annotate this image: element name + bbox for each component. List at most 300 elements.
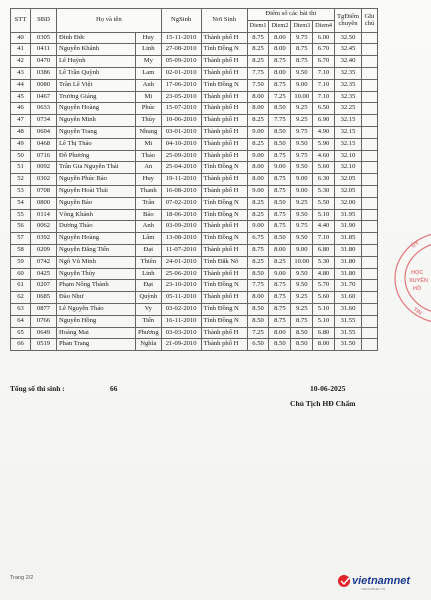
cell-dob: 02-01-2010	[161, 67, 201, 79]
cell-diem4: 5.30	[313, 185, 335, 197]
cell-first-name: Vy	[136, 303, 162, 315]
table-row	[11, 103, 378, 115]
cell-first-name: Linh	[136, 268, 162, 280]
cell-place: Thành phố H	[201, 244, 247, 256]
cell-place: Thành phố H	[201, 174, 247, 186]
cell-last-middle-name: Lê Thị Thảo	[57, 138, 136, 150]
cell-diem3: 10.00	[291, 256, 313, 268]
cell-diem1: 8.75	[247, 244, 269, 256]
cell-diem2: 8.50	[269, 339, 291, 351]
cell-total: 31.60	[335, 303, 362, 315]
header-diem1: Diem1	[247, 20, 269, 32]
cell-note	[361, 67, 377, 79]
cell-diem3: 9.50	[291, 268, 313, 280]
cell-diem1: 8.00	[247, 292, 269, 304]
svg-text:vietnamnet: vietnamnet	[352, 575, 411, 587]
total-label: Tổng số thí sinh :	[10, 384, 65, 393]
cell-place: Thành phố H	[201, 221, 247, 233]
svg-text:HỌC: HỌC	[411, 270, 424, 276]
cell-place: Thành phố H	[201, 91, 247, 103]
table-header	[11, 9, 378, 33]
cell-diem2: 8.00	[269, 327, 291, 339]
cell-diem1: 9.00	[247, 185, 269, 197]
cell-diem1: 8.25	[247, 197, 269, 209]
total-candidates	[10, 384, 118, 393]
cell-diem1: 8.25	[247, 256, 269, 268]
cell-diem3: 9.25	[291, 292, 313, 304]
cell-last-middle-name: Nguyễn Trang	[57, 126, 136, 138]
cell-dob: 25-04-2010	[161, 162, 201, 174]
table-body	[11, 32, 378, 351]
cell-sbd: 0649	[31, 327, 57, 339]
cell-total: 32.50	[335, 32, 362, 44]
cell-place: Tỉnh Đồng N	[201, 197, 247, 209]
total-count: 66	[110, 384, 118, 393]
cell-note	[361, 268, 377, 280]
cell-dob: 25-06-2010	[161, 268, 201, 280]
cell-diem1: 9.00	[247, 221, 269, 233]
cell-diem1: 8.00	[247, 174, 269, 186]
cell-dob: 05-09-2010	[161, 56, 201, 68]
cell-last-middle-name: Phan Trang	[57, 339, 136, 351]
table-row	[11, 197, 378, 209]
cell-first-name: Lam	[136, 67, 162, 79]
cell-first-name: An	[136, 162, 162, 174]
cell-diem1: 8.25	[247, 209, 269, 221]
cell-first-name: Anh	[136, 221, 162, 233]
cell-diem4: 5.10	[313, 315, 335, 327]
cell-diem4: 5.10	[313, 303, 335, 315]
cell-stt: 58	[11, 244, 31, 256]
cell-note	[361, 32, 377, 44]
cell-diem2: 8.00	[269, 44, 291, 56]
official-stamp	[387, 230, 431, 326]
cell-dob: 15-07-2010	[161, 103, 201, 115]
cell-diem3: 9.00	[291, 79, 313, 91]
cell-diem2: 9.00	[269, 268, 291, 280]
cell-diem2: 8.75	[269, 292, 291, 304]
cell-last-middle-name: Ngô Vũ Minh	[57, 256, 136, 268]
table-row	[11, 115, 378, 127]
cell-first-name: Phương	[136, 327, 162, 339]
cell-diem4: 6.50	[313, 103, 335, 115]
cell-total: 32.15	[335, 138, 362, 150]
cell-last-middle-name: Đinh Đức	[57, 32, 136, 44]
cell-stt: 54	[11, 197, 31, 209]
cell-stt: 40	[11, 32, 31, 44]
cell-first-name: Bảo	[136, 209, 162, 221]
cell-total: 31.50	[335, 339, 362, 351]
cell-sbd: 0392	[31, 233, 57, 245]
table-row	[11, 185, 378, 197]
cell-last-middle-name: Hoàng Mai	[57, 327, 136, 339]
cell-diem2: 8.75	[269, 150, 291, 162]
cell-last-middle-name: Trần Gia Nguyễn Thái	[57, 162, 136, 174]
cell-total: 31.80	[335, 256, 362, 268]
table-row	[11, 91, 378, 103]
cell-dob: 15-11-2010	[161, 32, 201, 44]
cell-place: Thành phố H	[201, 115, 247, 127]
cell-diem3: 9.75	[291, 32, 313, 44]
table-row	[11, 221, 378, 233]
table-row	[11, 280, 378, 292]
cell-diem3: 9.25	[291, 303, 313, 315]
cell-last-middle-name: Dương Thảo	[57, 221, 136, 233]
cell-sbd: 0716	[31, 150, 57, 162]
cell-dob: 18-06-2010	[161, 209, 201, 221]
cell-sbd: 0633	[31, 103, 57, 115]
cell-last-middle-name: Nguyễn Đăng Tiến	[57, 244, 136, 256]
cell-first-name: My	[136, 56, 162, 68]
cell-sbd: 0114	[31, 209, 57, 221]
cell-stt: 65	[11, 327, 31, 339]
cell-dob: 04-10-2010	[161, 138, 201, 150]
cell-diem1: 7.25	[247, 327, 269, 339]
cell-sbd: 0305	[31, 32, 57, 44]
cell-first-name: Linh	[136, 44, 162, 56]
cell-stt: 56	[11, 221, 31, 233]
cell-place: Thành phố H	[201, 126, 247, 138]
cell-diem1: 8.00	[247, 103, 269, 115]
cell-total: 32.05	[335, 174, 362, 186]
cell-diem3: 9.25	[291, 115, 313, 127]
cell-total: 32.15	[335, 126, 362, 138]
cell-diem1: 8.50	[247, 303, 269, 315]
cell-dob: 05-11-2010	[161, 292, 201, 304]
table-row	[11, 327, 378, 339]
cell-total: 31.55	[335, 315, 362, 327]
cell-dob: 17-06-2010	[161, 79, 201, 91]
cell-total: 31.55	[335, 327, 362, 339]
cell-stt: 57	[11, 233, 31, 245]
cell-note	[361, 280, 377, 292]
cell-stt: 41	[11, 44, 31, 56]
table-row	[11, 292, 378, 304]
table-row	[11, 209, 378, 221]
cell-diem2: 7.75	[269, 115, 291, 127]
cell-note	[361, 221, 377, 233]
cell-diem1: 6.50	[247, 339, 269, 351]
cell-diem1: 8.00	[247, 91, 269, 103]
table-row	[11, 256, 378, 268]
cell-last-middle-name: Nguyễn Phúc Bảo	[57, 174, 136, 186]
cell-dob: 25-09-2010	[161, 150, 201, 162]
cell-place: Tỉnh Đồng N	[201, 162, 247, 174]
cell-diem2: 9.00	[269, 162, 291, 174]
table-row	[11, 150, 378, 162]
cell-sbd: 0425	[31, 268, 57, 280]
cell-diem4: 4.60	[313, 150, 335, 162]
cell-place: Thành phố H	[201, 268, 247, 280]
svg-text:TIN: TIN	[411, 306, 423, 317]
cell-diem1: 6.75	[247, 233, 269, 245]
cell-note	[361, 103, 377, 115]
cell-dob: 03-09-2010	[161, 221, 201, 233]
cell-last-middle-name: Nguyễn Khánh	[57, 44, 136, 56]
table-row	[11, 244, 378, 256]
table-row	[11, 138, 378, 150]
header-name: Họ và tên	[57, 9, 162, 33]
cell-diem3: 8.50	[291, 327, 313, 339]
cell-note	[361, 315, 377, 327]
cell-sbd: 0302	[31, 174, 57, 186]
cell-diem4: 7.10	[313, 79, 335, 91]
cell-diem4: 6.70	[313, 56, 335, 68]
cell-diem2: 8.75	[269, 79, 291, 91]
cell-first-name: Quỳnh	[136, 292, 162, 304]
score-table	[10, 8, 378, 351]
cell-diem4: 4.40	[313, 221, 335, 233]
cell-place: Thành phố H	[201, 150, 247, 162]
cell-diem1: 9.00	[247, 150, 269, 162]
cell-sbd: 0470	[31, 56, 57, 68]
cell-note	[361, 244, 377, 256]
cell-diem3: 8.75	[291, 44, 313, 56]
cell-place: Tỉnh Đắk Nô	[201, 256, 247, 268]
cell-dob: 03-02-2010	[161, 303, 201, 315]
header-place: Nơi Sinh	[201, 9, 247, 33]
cell-last-middle-name: Trương Giáng	[57, 91, 136, 103]
table-row	[11, 233, 378, 245]
cell-stt: 63	[11, 303, 31, 315]
page-number: Trang 2/2	[10, 575, 34, 581]
cell-diem1: 8.50	[247, 315, 269, 327]
cell-total: 31.80	[335, 244, 362, 256]
cell-place: Thành phố H	[201, 327, 247, 339]
cell-first-name: Thảo	[136, 150, 162, 162]
svg-text:XUYÊN: XUYÊN	[409, 278, 428, 284]
cell-sbd: 0080	[31, 79, 57, 91]
cell-diem4: 6.90	[313, 115, 335, 127]
cell-place: Tỉnh Đồng N	[201, 44, 247, 56]
cell-diem4: 5.60	[313, 162, 335, 174]
cell-diem3: 8.75	[291, 56, 313, 68]
cell-diem4: 6.80	[313, 327, 335, 339]
cell-last-middle-name: Trần Lê Việt	[57, 79, 136, 91]
cell-sbd: 0877	[31, 303, 57, 315]
cell-diem1: 9.00	[247, 126, 269, 138]
cell-first-name: Đạt	[136, 280, 162, 292]
cell-diem2: 8.50	[269, 138, 291, 150]
table-row	[11, 32, 378, 44]
cell-sbd: 0467	[31, 91, 57, 103]
cell-sbd: 0062	[31, 221, 57, 233]
cell-total: 32.40	[335, 56, 362, 68]
cell-total: 32.15	[335, 115, 362, 127]
cell-diem3: 9.75	[291, 221, 313, 233]
cell-first-name: Đạt	[136, 244, 162, 256]
cell-diem4: 8.00	[313, 339, 335, 351]
cell-diem4: 7.10	[313, 67, 335, 79]
cell-dob: 23-05-2010	[161, 91, 201, 103]
table-row	[11, 303, 378, 315]
cell-place: Thành phố H	[201, 103, 247, 115]
cell-note	[361, 44, 377, 56]
cell-total: 31.70	[335, 280, 362, 292]
cell-diem1: 8.25	[247, 115, 269, 127]
cell-dob: 16-11-2010	[161, 315, 201, 327]
cell-first-name: Huy	[136, 32, 162, 44]
header-diem3: Diem3	[291, 20, 313, 32]
cell-dob: 27-08-2010	[161, 44, 201, 56]
table-row	[11, 79, 378, 91]
table-row	[11, 126, 378, 138]
cell-place: Thành phố H	[201, 185, 247, 197]
table-row	[11, 174, 378, 186]
cell-diem2: 8.50	[269, 233, 291, 245]
cell-diem4: 6.00	[313, 32, 335, 44]
header-diem4: Diem4	[313, 20, 335, 32]
cell-stt: 44	[11, 79, 31, 91]
cell-total: 32.35	[335, 79, 362, 91]
cell-diem4: 5.10	[313, 209, 335, 221]
cell-place: Tỉnh Đồng N	[201, 233, 247, 245]
cell-diem4: 6.70	[313, 44, 335, 56]
cell-place: Thành phố H	[201, 339, 247, 351]
cell-diem1: 8.50	[247, 268, 269, 280]
cell-diem2: 8.75	[269, 303, 291, 315]
cell-note	[361, 162, 377, 174]
cell-stt: 46	[11, 103, 31, 115]
cell-last-middle-name: Lê Trần Quỳnh	[57, 67, 136, 79]
cell-diem1: 8.00	[247, 162, 269, 174]
cell-note	[361, 138, 377, 150]
cell-diem3: 8.75	[291, 315, 313, 327]
cell-diem1: 7.75	[247, 280, 269, 292]
cell-stt: 60	[11, 268, 31, 280]
cell-first-name: Thiên	[136, 256, 162, 268]
cell-diem3: 9.50	[291, 233, 313, 245]
cell-diem4: 4.80	[313, 268, 335, 280]
cell-first-name: Nhung	[136, 126, 162, 138]
cell-place: Thành phố H	[201, 67, 247, 79]
cell-diem3: 9.75	[291, 150, 313, 162]
cell-place: Tỉnh Đồng N	[201, 280, 247, 292]
cell-stt: 53	[11, 185, 31, 197]
cell-total: 31.95	[335, 209, 362, 221]
cell-first-name: Thanh	[136, 185, 162, 197]
cell-first-name: Huy	[136, 174, 162, 186]
cell-note	[361, 91, 377, 103]
cell-stt: 52	[11, 174, 31, 186]
header-scores-group: Điểm số các bài thi	[247, 9, 334, 21]
vietnamnet-logo	[337, 569, 423, 591]
cell-last-middle-name: Nguyễn Bảo	[57, 197, 136, 209]
cell-first-name: Mi	[136, 138, 162, 150]
cell-sbd: 0386	[31, 67, 57, 79]
table-row	[11, 339, 378, 351]
cell-note	[361, 327, 377, 339]
cell-total: 32.25	[335, 103, 362, 115]
cell-last-middle-name: Nguyễn Hồng	[57, 315, 136, 327]
cell-stt: 50	[11, 150, 31, 162]
cell-sbd: 0207	[31, 280, 57, 292]
cell-total: 32.35	[335, 91, 362, 103]
cell-total: 32.45	[335, 44, 362, 56]
cell-diem2: 8.00	[269, 67, 291, 79]
cell-dob: 03-01-2010	[161, 126, 201, 138]
cell-diem3: 8.50	[291, 339, 313, 351]
cell-stt: 45	[11, 91, 31, 103]
document-date: 10-06-2025	[310, 384, 346, 393]
cell-sbd: 0411	[31, 44, 57, 56]
header-note: Ghi chú	[361, 9, 377, 33]
cell-dob: 23-10-2010	[161, 280, 201, 292]
cell-diem2: 8.75	[269, 185, 291, 197]
cell-stt: 61	[11, 280, 31, 292]
cell-diem3: 9.00	[291, 174, 313, 186]
cell-diem2: 8.75	[269, 209, 291, 221]
table-row	[11, 67, 378, 79]
cell-diem2: 8.00	[269, 32, 291, 44]
cell-diem4: 5.90	[313, 138, 335, 150]
header-sbd: SBD	[31, 9, 57, 33]
cell-last-middle-name: Nguyễn Hoàng	[57, 103, 136, 115]
cell-diem1: 7.75	[247, 67, 269, 79]
cell-last-middle-name: Lê Nguyễn Thảo	[57, 303, 136, 315]
cell-note	[361, 185, 377, 197]
cell-diem3: 9.75	[291, 126, 313, 138]
cell-note	[361, 56, 377, 68]
cell-diem4: 5.60	[313, 292, 335, 304]
cell-diem4: 6.80	[313, 244, 335, 256]
cell-place: Thành phố H	[201, 56, 247, 68]
table-row	[11, 162, 378, 174]
cell-stt: 47	[11, 115, 31, 127]
cell-note	[361, 292, 377, 304]
cell-first-name: Mi	[136, 91, 162, 103]
cell-diem3: 10.00	[291, 91, 313, 103]
cell-note	[361, 233, 377, 245]
cell-diem2: 8.50	[269, 103, 291, 115]
cell-place: Thành phố H	[201, 32, 247, 44]
cell-note	[361, 256, 377, 268]
cell-diem2: 8.00	[269, 244, 291, 256]
cell-diem4: 5.50	[313, 197, 335, 209]
cell-diem1: 7.50	[247, 79, 269, 91]
cell-diem1: 8.25	[247, 56, 269, 68]
cell-first-name: Lâm	[136, 233, 162, 245]
cell-first-name: Phúc	[136, 103, 162, 115]
header-total: TgĐiểm chuyên	[335, 9, 362, 33]
cell-note	[361, 79, 377, 91]
cell-diem3: 9.00	[291, 185, 313, 197]
cell-sbd: 0766	[31, 315, 57, 327]
cell-sbd: 0209	[31, 244, 57, 256]
table-row	[11, 44, 378, 56]
header-diem2: Diem2	[269, 20, 291, 32]
cell-sbd: 0468	[31, 138, 57, 150]
cell-diem1: 8.75	[247, 32, 269, 44]
cell-diem2: 8.75	[269, 280, 291, 292]
cell-sbd: 0708	[31, 185, 57, 197]
cell-place: Tỉnh Đồng N	[201, 209, 247, 221]
cell-dob: 11-07-2010	[161, 244, 201, 256]
cell-diem3: 9.25	[291, 103, 313, 115]
cell-first-name: Anh	[136, 79, 162, 91]
cell-total: 32.00	[335, 197, 362, 209]
cell-diem2: 8.75	[269, 221, 291, 233]
cell-place: Tỉnh Đồng N	[201, 303, 247, 315]
cell-last-middle-name: Nguyễn Hoàng	[57, 233, 136, 245]
cell-last-middle-name: Đỗ Phương	[57, 150, 136, 162]
cell-last-middle-name: Nguyễn Thủy	[57, 268, 136, 280]
cell-dob: 21-09-2010	[161, 339, 201, 351]
cell-note	[361, 303, 377, 315]
cell-diem2: 8.75	[269, 56, 291, 68]
cell-diem4: 5.70	[313, 280, 335, 292]
cell-total: 31.60	[335, 292, 362, 304]
